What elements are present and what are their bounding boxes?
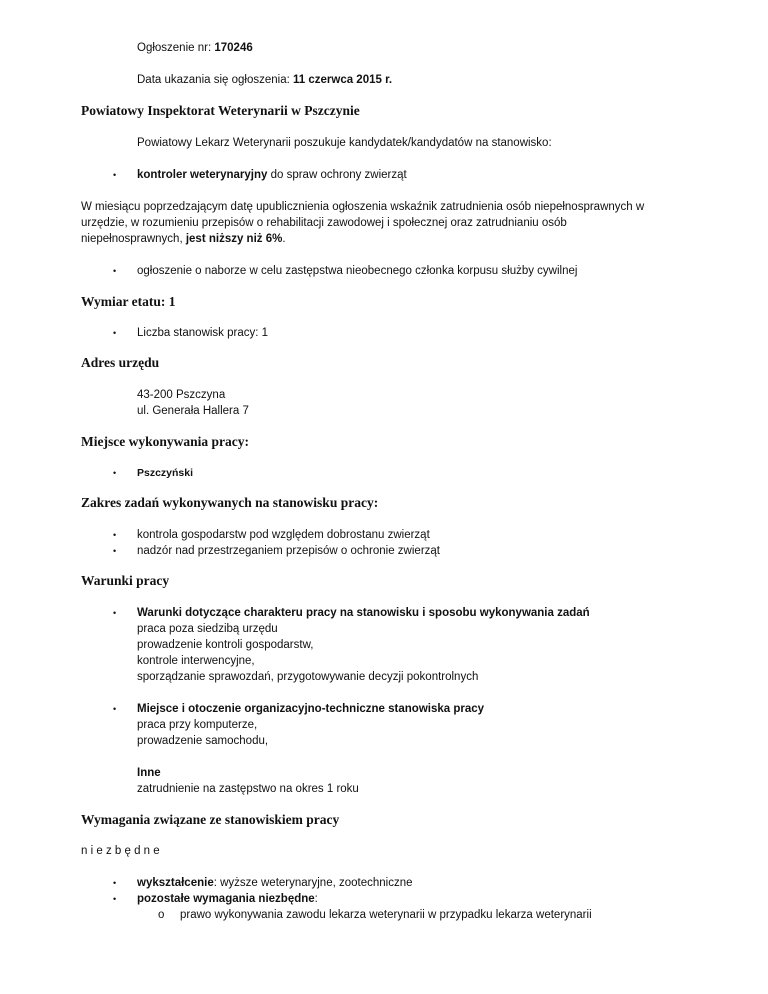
conditions-group2-line: praca przy komputerze, bbox=[137, 719, 258, 731]
address-line1: 43-200 Pszczyna bbox=[137, 389, 226, 401]
conditions-group1-title: Warunki dotyczące charakteru pracy na stanowisku i sposobu wykonywania zadań bbox=[137, 607, 590, 619]
conditions-group1-line: kontrole interwencyjne, bbox=[137, 655, 255, 667]
ad-number-line bbox=[137, 41, 253, 56]
publication-date-label: Data ukazania się ogłoszenia: bbox=[137, 74, 290, 86]
position-title-rest: do spraw ochrony zwierząt bbox=[267, 169, 407, 181]
requirement-other-colon: : bbox=[314, 893, 318, 905]
conditions-group1-line: sporządzanie sprawozdań, przygotowywanie decyzji pokontrolnych bbox=[137, 671, 479, 683]
requirement-education-value: : wyższe weterynaryjne, zootechniczne bbox=[213, 877, 413, 889]
ad-number-value: 170246 bbox=[214, 42, 253, 54]
requirement-education bbox=[137, 876, 413, 891]
substitute-note: ogłoszenie o naborze w celu zastępstwa nieobecnego członka korpusu służby cywilnej bbox=[137, 265, 578, 277]
workplace-heading: Miejsce wykonywania pracy: bbox=[81, 434, 249, 449]
duties-heading: Zakres zadań wykonywanych na stanowisku pracy: bbox=[81, 495, 379, 510]
bullet-icon: • bbox=[113, 530, 117, 540]
bullet-icon: • bbox=[113, 704, 117, 714]
workplace-value: Pszczyński bbox=[137, 467, 194, 479]
bullet-icon: • bbox=[113, 894, 117, 904]
disability-note-bold: jest niższy niż 6% bbox=[185, 233, 283, 245]
conditions-group1-line: praca poza siedzibą urzędu bbox=[137, 623, 278, 635]
position-title bbox=[137, 168, 407, 183]
address-heading: Adres urzędu bbox=[81, 355, 160, 370]
bullet-icon: • bbox=[113, 170, 117, 180]
requirement-education-label: wykształcenie bbox=[137, 877, 214, 889]
address-line2: ul. Generała Hallera 7 bbox=[137, 405, 249, 417]
position-title-bold: kontroler weterynaryjny bbox=[137, 169, 268, 181]
disability-note-end: . bbox=[282, 233, 286, 245]
duty-item: kontrola gospodarstw pod względem dobrostanu zwierząt bbox=[137, 529, 430, 541]
conditions-group2-title: Miejsce i otoczenie organizacyjno-techniczne stanowiska pracy bbox=[137, 703, 485, 715]
conditions-group2-line: prowadzenie samochodu, bbox=[137, 735, 269, 747]
publication-date-line bbox=[137, 73, 392, 88]
requirement-other bbox=[137, 892, 318, 907]
conditions-other-line: zatrudnienie na zastępstwo na okres 1 roku bbox=[137, 783, 359, 795]
requirements-heading: Wymagania związane ze stanowiskiem pracy bbox=[81, 812, 340, 827]
disability-note-line1: W miesiącu poprzedzającym datę upublicznienia ogłoszenia wskaźnik zatrudnienia osób niepełnosprawnych w bbox=[81, 201, 645, 213]
bullet-icon: • bbox=[113, 468, 117, 478]
conditions-group1-line: prowadzenie kontroli gospodarstw, bbox=[137, 639, 314, 651]
bullet-icon: • bbox=[113, 878, 117, 888]
ad-number-label: Ogłoszenie nr: bbox=[137, 42, 212, 54]
disability-note-line3 bbox=[81, 232, 286, 247]
requirements-required-label: niezbędne bbox=[81, 845, 163, 857]
conditions-other-title: Inne bbox=[137, 767, 161, 779]
requirement-sub-item: prawo wykonywania zawodu lekarza weterynarii w przypadku lekarza weterynarii bbox=[180, 909, 592, 921]
bullet-icon: • bbox=[113, 266, 117, 276]
positions-count: Liczba stanowisk pracy: 1 bbox=[137, 327, 269, 339]
requirement-other-label: pozostałe wymagania niezbędne bbox=[137, 893, 315, 905]
duty-item: nadzór nad przestrzeganiem przepisów o ochronie zwierząt bbox=[137, 545, 440, 557]
disability-note-start: niepełnosprawnych, bbox=[81, 233, 186, 245]
bullet-icon: • bbox=[113, 328, 117, 338]
sub-bullet-icon: o bbox=[158, 909, 165, 921]
office-title: Powiatowy Inspektorat Weterynarii w Pszczynie bbox=[81, 103, 360, 118]
bullet-icon: • bbox=[113, 546, 117, 556]
intro-text: Powiatowy Lekarz Weterynarii poszukuje kandydatek/kandydatów na stanowisko: bbox=[137, 137, 552, 149]
disability-note-line2: urzędzie, w rozumieniu przepisów o rehabilitacji zawodowej i społecznej oraz zatrudnianiu osób bbox=[81, 217, 567, 229]
publication-date-value: 11 czerwca 2015 r. bbox=[293, 74, 393, 86]
employment-heading: Wymiar etatu: 1 bbox=[81, 294, 176, 309]
conditions-heading: Warunki pracy bbox=[81, 573, 170, 588]
bullet-icon: • bbox=[113, 608, 117, 618]
